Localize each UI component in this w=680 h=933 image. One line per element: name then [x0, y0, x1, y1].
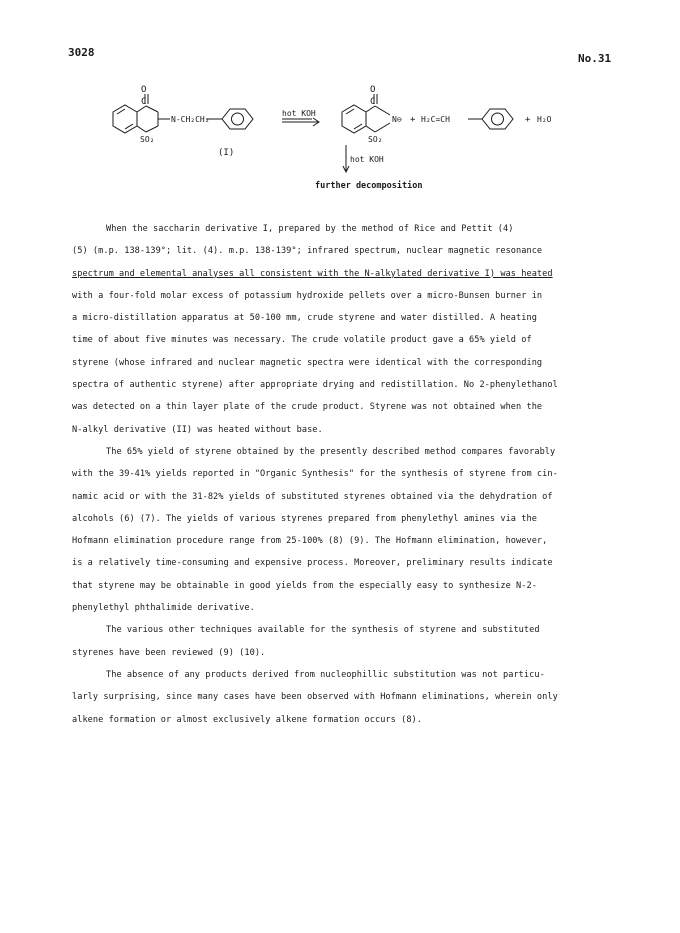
- text-line: (5) (m.p. 138-139°; lit. (4). m.p. 138-139°; infrared spectrum, nuclear magnetic resonance: [72, 246, 543, 257]
- downward-arrow: [343, 145, 349, 172]
- paragraph-3: [72, 619, 612, 664]
- journal-issue: No.31: [578, 52, 612, 65]
- carbonyl-o-2: O: [370, 85, 376, 95]
- paragraph-1: [72, 218, 612, 441]
- text-line: that styrene may be obtainable in good yields from the especially easy to synthesize N-2-: [72, 580, 537, 591]
- text-line: N-alkyl derivative (II) was heated without base.: [72, 424, 323, 435]
- further-decomposition: further decomposition: [315, 181, 423, 191]
- text-line: phenylethyl phthalimide derivative.: [72, 603, 255, 614]
- reactant-structure: [113, 94, 253, 133]
- water-product: H₂O: [537, 115, 552, 124]
- text-line: styrene (whose infrared and nuclear magnetic spectra were identical with the corresponding: [72, 357, 543, 368]
- carbonyl-c-1: C: [141, 97, 147, 107]
- so2-group-2: SO₂: [368, 135, 383, 144]
- text-line: time of about five minutes was necessary. The crude volatile product gave a 65% yield of: [72, 335, 532, 346]
- body-text: [72, 218, 612, 731]
- product-n-anion: N⊖: [392, 115, 402, 124]
- page-number: 3028: [68, 46, 95, 59]
- text-line: alcohols (6) (7). The yields of various styrenes prepared from phenylethyl amines via the: [72, 513, 537, 524]
- text-line: The various other techniques available for the synthesis of styrene and substituted: [106, 625, 540, 636]
- reagent-label: hot KOH: [282, 109, 316, 118]
- reaction-arrow: [282, 118, 319, 126]
- reaction-scheme: [0, 82, 680, 202]
- secondary-reagent: hot KOH: [350, 155, 384, 164]
- text-line: larly surprising, since many cases have been observed with Hofmann eliminations, wherein only: [72, 692, 558, 703]
- carbonyl-o-1: O: [141, 85, 147, 95]
- plus-sign-2: +: [525, 115, 531, 125]
- text-line: styrenes have been reviewed (9) (10).: [72, 647, 266, 658]
- text-line: The absence of any products derived from nucleophillic substitution was not particu-: [106, 669, 545, 680]
- paragraph-4: [72, 664, 612, 731]
- text-line: spectrum and elemental analyses all consistent with the N-alkylated derivative I) was heated: [72, 268, 553, 279]
- text-line: was detected on a thin layer plate of the crude product. Styrene was not obtained when the: [72, 402, 543, 413]
- text-line: When the saccharin derivative I, prepared by the method of Rice and Pettit (4): [106, 224, 514, 234]
- paragraph-2: [72, 441, 612, 619]
- so2-group-1: SO₂: [140, 135, 155, 144]
- text-line: a micro-distillation apparatus at 50-100 mm, crude styrene and water distilled. A heating: [72, 313, 537, 324]
- vinyl-group: H₂C=CH: [421, 115, 450, 124]
- text-line: namic acid or with the 31-82% yields of substituted styrenes obtained via the dehydration of: [72, 491, 553, 502]
- plus-sign-1: +: [410, 115, 416, 125]
- text-line: The 65% yield of styrene obtained by the presently described method compares favorably: [106, 446, 556, 457]
- text-line: spectra of authentic styrene) after appropriate drying and redistillation. No 2-phenylethanol: [72, 380, 558, 391]
- text-line: with the 39-41% yields reported in "Organic Synthesis" for the synthesis of styrene from cin-: [72, 469, 558, 480]
- n-substituent: N-CH₂CH₂: [171, 115, 210, 124]
- text-line: alkene formation or almost exclusively alkene formation occurs (8).: [72, 714, 422, 725]
- text-line: Hofmann elimination procedure range from 25-100% (8) (9). The Hofmann elimination, however,: [72, 536, 548, 547]
- compound-label: (I): [218, 148, 235, 158]
- text-line: with a four-fold molar excess of potassium hydroxide pellets over a micro-Bunsen burner in: [72, 290, 543, 301]
- carbonyl-c-2: C: [370, 97, 376, 107]
- product-structure: [342, 94, 513, 133]
- text-line: is a relatively time-consuming and expensive process. Moreover, preliminary results indicate: [72, 558, 553, 569]
